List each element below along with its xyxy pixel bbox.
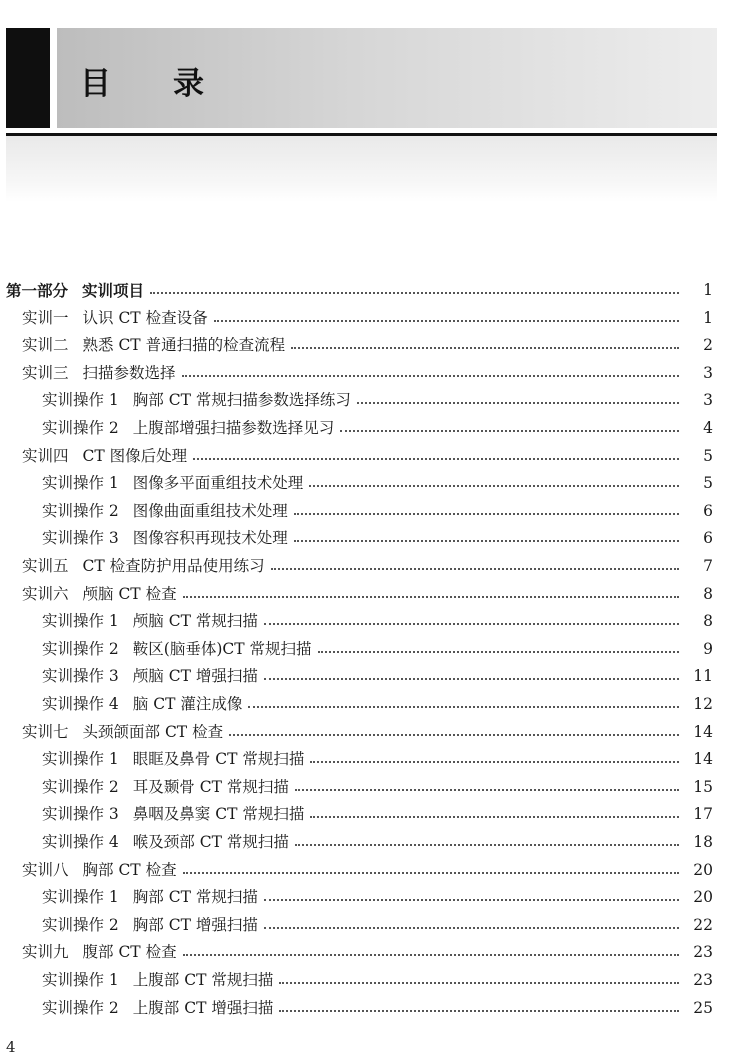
toc-entry[interactable] (0, 470, 730, 497)
toc-entry-text: 颅脑 CT 常规扫描 (132, 612, 258, 630)
toc-entry-title (42, 387, 351, 414)
toc-entry-title (6, 277, 144, 304)
toc-entry[interactable] (0, 332, 730, 359)
toc-entry-text: 图像多平面重组技术处理 (132, 474, 304, 492)
toc-entry-label: 实训操作 2 (42, 502, 119, 520)
toc-entry-text: 熟悉 CT 普通扫描的检查流程 (82, 336, 286, 354)
toc-entry-label: 实训二 (22, 336, 69, 354)
toc-entry[interactable] (0, 663, 730, 690)
toc-entry-page: 5 (703, 447, 713, 465)
toc-entry[interactable] (0, 719, 730, 746)
toc-entry[interactable] (0, 636, 730, 663)
toc-entry-title (42, 967, 273, 994)
toc-dot-leader (295, 843, 679, 846)
toc-entry-title (22, 443, 187, 470)
toc-entry-text: 胸部 CT 常规扫描参数选择练习 (132, 391, 351, 409)
toc-dot-leader (182, 374, 679, 377)
toc-entry-label: 实训操作 1 (42, 750, 119, 768)
toc-entry-title (42, 995, 273, 1022)
toc-entry-text: 图像曲面重组技术处理 (132, 502, 288, 520)
toc-dot-leader (318, 650, 679, 653)
toc-entry-title (22, 332, 285, 359)
toc-entry[interactable] (0, 553, 730, 580)
toc-entry-text: 认识 CT 检查设备 (82, 309, 208, 327)
toc-entry-page: 23 (693, 943, 713, 961)
toc-dot-leader (310, 815, 679, 818)
toc-entry[interactable] (0, 691, 730, 718)
toc-entry-label: 实训操作 2 (42, 640, 119, 658)
toc-entry[interactable] (0, 277, 730, 304)
page-title (80, 58, 204, 103)
toc-entry-page: 17 (693, 805, 713, 823)
toc-entry-page: 20 (693, 888, 713, 906)
toc-entry-page: 9 (703, 640, 713, 658)
toc-dot-leader (193, 457, 679, 460)
toc-entry-title (42, 608, 258, 635)
toc-entry-page: 23 (693, 971, 713, 989)
toc-entry-text: 胸部 CT 增强扫描 (132, 916, 258, 934)
toc-entry-label: 实训九 (22, 943, 69, 961)
toc-entry-page: 3 (703, 391, 713, 409)
toc-entry-text: 耳及颞骨 CT 常规扫描 (132, 778, 289, 796)
toc-entry-label: 实训操作 1 (42, 391, 119, 409)
toc-entry-page: 15 (693, 778, 713, 796)
toc-entry-text: 胸部 CT 常规扫描 (132, 888, 258, 906)
toc-entry-label: 实训操作 1 (42, 971, 119, 989)
toc-dot-leader (291, 346, 679, 349)
header-banner (6, 28, 717, 128)
toc-entry-label: 实训操作 2 (42, 778, 119, 796)
toc-entry-text: 扫描参数选择 (82, 364, 176, 382)
toc-entry-page: 7 (703, 557, 713, 575)
toc-entry-page: 1 (703, 281, 713, 299)
toc-entry[interactable] (0, 305, 730, 332)
toc-entry-text: CT 图像后处理 (82, 447, 188, 465)
toc-dot-leader (295, 788, 679, 791)
toc-entry-title (22, 360, 176, 387)
toc-entry-text: 胸部 CT 检查 (82, 861, 177, 879)
toc-entry[interactable] (0, 387, 730, 414)
toc-entry-label: 实训四 (22, 447, 69, 465)
toc-entry[interactable] (0, 995, 730, 1022)
toc-entry-title (42, 829, 289, 856)
toc-entry-title (42, 912, 258, 939)
toc-entry-label: 实训操作 1 (42, 474, 119, 492)
toc-entry[interactable] (0, 443, 730, 470)
toc-entry[interactable] (0, 967, 730, 994)
toc-entry-text: 喉及颈部 CT 常规扫描 (132, 833, 289, 851)
toc-dot-leader (294, 539, 679, 542)
header-shade (6, 136, 717, 202)
toc-entry-page: 18 (693, 833, 713, 851)
toc-entry-text: 颅脑 CT 增强扫描 (132, 667, 258, 685)
toc-entry-title (42, 774, 289, 801)
toc-entry-page: 3 (703, 364, 713, 382)
toc-entry[interactable] (0, 912, 730, 939)
toc-entry-title (22, 719, 223, 746)
toc-entry-label: 实训操作 1 (42, 612, 119, 630)
toc-entry-page: 25 (693, 999, 713, 1017)
toc-entry-title (42, 636, 312, 663)
toc-dot-leader (264, 926, 679, 929)
toc-entry-title (42, 525, 288, 552)
header-black-block (6, 28, 50, 128)
toc-entry-page: 20 (693, 861, 713, 879)
toc-entry-label: 实训操作 3 (42, 529, 119, 547)
toc-entry-title (42, 663, 258, 690)
toc-dot-leader (294, 512, 679, 515)
toc-entry-title (22, 305, 208, 332)
toc-entry-title (22, 939, 177, 966)
toc-dot-leader (340, 429, 679, 432)
toc-dot-leader (264, 622, 679, 625)
toc-entry[interactable] (0, 801, 730, 828)
toc-entry-label: 实训操作 3 (42, 805, 119, 823)
toc-entry[interactable] (0, 857, 730, 884)
toc-dot-leader (183, 953, 679, 956)
toc-entry[interactable] (0, 360, 730, 387)
toc-entry-text: 图像容积再现技术处理 (132, 529, 288, 547)
toc-dot-leader (248, 705, 679, 708)
toc-entry-text: 实训项目 (82, 281, 145, 300)
toc-entry-page: 6 (703, 502, 713, 520)
toc-entry-text: 腹部 CT 检查 (82, 943, 177, 961)
toc-dot-leader (279, 1009, 679, 1012)
toc-entry-page: 8 (703, 612, 713, 630)
toc-entry-page: 1 (703, 309, 713, 327)
toc-entry-title (22, 581, 177, 608)
toc-entry[interactable] (0, 415, 730, 442)
toc-entry[interactable] (0, 939, 730, 966)
toc-entry-label: 实训操作 1 (42, 888, 119, 906)
toc-entry[interactable] (0, 884, 730, 911)
toc-entry-title (42, 884, 258, 911)
toc-entry-label: 实训操作 3 (42, 667, 119, 685)
toc-entry-label: 实训一 (22, 309, 69, 327)
toc-entry[interactable] (0, 498, 730, 525)
toc-dot-leader (229, 733, 679, 736)
toc-entry[interactable] (0, 608, 730, 635)
toc-dot-leader (310, 760, 679, 763)
toc-entry[interactable] (0, 774, 730, 801)
toc-entry-title (42, 415, 334, 442)
toc-dot-leader (279, 981, 679, 984)
toc-entry[interactable] (0, 581, 730, 608)
toc-entry-text: 眼眶及鼻骨 CT 常规扫描 (132, 750, 305, 768)
toc-entry[interactable] (0, 746, 730, 773)
toc-entry-title (42, 691, 242, 718)
toc-entry-label: 实训七 (22, 723, 69, 741)
toc-entry-text: 颅脑 CT 检查 (82, 585, 177, 603)
toc-entry[interactable] (0, 829, 730, 856)
toc-entry-title (42, 470, 303, 497)
toc-entry-page: 2 (703, 336, 713, 354)
toc-entry-title (22, 857, 177, 884)
toc-entry[interactable] (0, 525, 730, 552)
toc-entry-text: CT 检查防护用品使用练习 (82, 557, 265, 575)
toc-dot-leader (183, 871, 679, 874)
toc-dot-leader (214, 319, 679, 322)
toc-dot-leader (264, 677, 679, 680)
toc-entry-page: 6 (703, 529, 713, 547)
toc-entry-page: 14 (693, 750, 713, 768)
toc-entry-text: 头颈颌面部 CT 检查 (82, 723, 224, 741)
toc-dot-leader (150, 291, 679, 294)
toc-entry-text: 脑 CT 灌注成像 (132, 695, 243, 713)
toc-entry-page: 5 (703, 474, 713, 492)
toc-entry-label: 实训操作 4 (42, 833, 119, 851)
toc-entry-label: 第一部分 (6, 281, 69, 300)
toc-entry-title (42, 801, 304, 828)
toc-entry-label: 实训操作 4 (42, 695, 119, 713)
toc-entry-page: 22 (693, 916, 713, 934)
toc-dot-leader (309, 484, 679, 487)
toc-entry-text: 上腹部 CT 增强扫描 (132, 999, 274, 1017)
toc-entry-page: 4 (703, 419, 713, 437)
toc-entry-page: 14 (693, 723, 713, 741)
toc-entry-text: 鞍区(脑垂体)CT 常规扫描 (132, 640, 312, 658)
toc-entry-label: 实训五 (22, 557, 69, 575)
toc-entry-text: 上腹部增强扫描参数选择见习 (132, 419, 335, 437)
toc-entry-label: 实训六 (22, 585, 69, 603)
toc-entry-page: 12 (693, 695, 713, 713)
toc-dot-leader (357, 401, 679, 404)
toc-dot-leader (264, 898, 679, 901)
toc-entry-label: 实训操作 2 (42, 916, 119, 934)
toc-entry-text: 上腹部 CT 常规扫描 (132, 971, 274, 989)
toc-entry-text: 鼻咽及鼻窦 CT 常规扫描 (132, 805, 305, 823)
page-number: 4 (6, 1038, 16, 1056)
page-title-right: 录 (173, 66, 204, 102)
toc-dot-leader (271, 567, 679, 570)
toc-entry-page: 8 (703, 585, 713, 603)
toc-entry-page: 11 (693, 667, 713, 685)
toc-entry-label: 实训操作 2 (42, 999, 119, 1017)
toc-entry-label: 实训三 (22, 364, 69, 382)
page-title-left: 目 (80, 66, 111, 102)
toc-dot-leader (183, 595, 679, 598)
toc-entry-label: 实训八 (22, 861, 69, 879)
toc-entry-label: 实训操作 2 (42, 419, 119, 437)
toc-entry-title (42, 746, 304, 773)
toc-entry-title (22, 553, 265, 580)
toc-entry-title (42, 498, 288, 525)
